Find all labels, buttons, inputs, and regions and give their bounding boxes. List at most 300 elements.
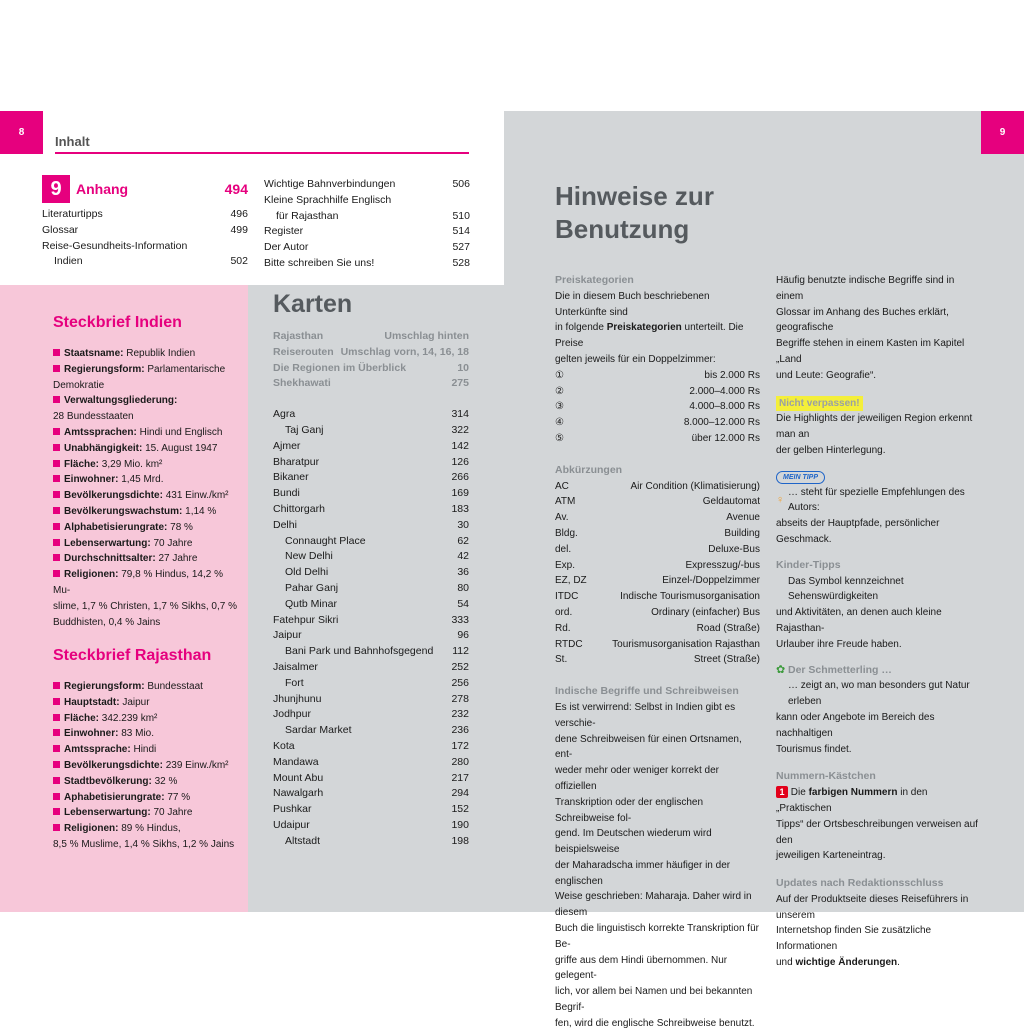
toc-entry-label: Der Autor — [264, 241, 309, 254]
fact-value: 1,14 % — [182, 505, 217, 517]
fact-label: Bevölkerungsdichte: — [64, 759, 163, 771]
map-entry-row[interactable] — [273, 676, 469, 692]
abbr-value: Geldautomat — [702, 496, 760, 508]
paragraph-line: Begriffe stehen in einem Kasten im Kapitel „Land — [776, 338, 965, 365]
paragraph-line: Tipps“ der Ortsbeschreibungen verweisen auf den — [776, 818, 978, 846]
fact-value: Parlamentarische — [144, 363, 226, 375]
toc-entry-row[interactable] — [42, 207, 248, 223]
map-entry-row[interactable] — [273, 613, 469, 629]
map-entry-page: 278 — [451, 692, 469, 705]
price-row — [555, 368, 760, 384]
bullet-square — [53, 428, 60, 435]
map-entry-row[interactable] — [273, 486, 469, 502]
map-entry-row[interactable] — [273, 565, 469, 581]
bullet-square — [53, 554, 60, 561]
abbr-row — [555, 621, 760, 637]
map-entry-row[interactable] — [273, 802, 469, 818]
bullet-square — [53, 714, 60, 721]
map-entry-label: Jaisalmer — [273, 660, 318, 673]
abbr-value: Street (Straße) — [693, 654, 760, 666]
price-row — [555, 384, 760, 400]
toc-entry-page: 510 — [452, 209, 470, 222]
map-entry-page: 169 — [451, 487, 469, 500]
fact-value: slime, 1,7 % Christen, 1,7 % Sikhs, 0,7 % — [53, 600, 237, 612]
fact-row — [53, 472, 239, 488]
abbr-key: Av. — [555, 512, 569, 524]
map-entry-page: 80 — [457, 581, 469, 594]
map-entry-page: 252 — [451, 660, 469, 673]
steckbrief-rajasthan — [53, 647, 239, 853]
paragraph-line: gend. Im Deutschen wiederum wird beispielsweise — [555, 828, 712, 856]
map-entry-row[interactable] — [273, 597, 469, 613]
page-header-title: Inhalt — [55, 134, 90, 149]
nicht-verpassen-label: Nicht verpassen! — [776, 396, 863, 412]
fact-row — [53, 711, 239, 727]
price-symbol: ③ — [555, 401, 564, 413]
map-entry-page: 172 — [451, 739, 469, 752]
fact-value: 83 Mio. — [118, 728, 155, 740]
fact-value: 3,29 Mio. km² — [99, 458, 163, 470]
header-rule — [55, 152, 469, 154]
toc-entry-row[interactable] — [264, 193, 470, 209]
abbr-key: RTDC — [555, 638, 583, 650]
map-entry-label: Pahar Ganj — [285, 581, 339, 594]
fact-row — [53, 393, 239, 409]
bullet-square — [53, 444, 60, 451]
bullet-square — [53, 396, 60, 403]
fact-value: 70 Jahre — [150, 807, 193, 819]
updates-last-b: wichtige Änderungen — [795, 957, 898, 969]
abbr-key: del. — [555, 543, 572, 555]
paragraph-line: Häufig benutzte indische Begriffe sind in einem — [776, 275, 955, 302]
bullet-square — [53, 698, 60, 705]
fact-label: Durchschnittsalter: — [64, 553, 156, 565]
map-entry-row[interactable] — [273, 628, 469, 644]
map-entry-label: Taj Ganj — [285, 423, 324, 436]
preis-heading: Preiskategorien — [555, 274, 634, 286]
map-entry-row[interactable] — [273, 470, 469, 486]
map-overview-page: Umschlag hinten — [384, 330, 469, 342]
toc-col1 — [42, 175, 248, 270]
bullet-square — [53, 491, 60, 498]
bullet-square — [53, 460, 60, 467]
fact-label: Lebenserwartung: — [64, 807, 151, 819]
map-entry-label: Connaught Place — [285, 534, 366, 547]
fact-value: 431 Einw./km² — [162, 490, 229, 502]
abbr-value: Expresszug/-bus — [685, 559, 760, 571]
map-entry-label: Qutb Minar — [285, 597, 337, 610]
fact-value: 28 Bundesstaaten — [53, 411, 134, 423]
map-entry-row[interactable] — [273, 755, 469, 771]
bullet-square — [53, 539, 60, 546]
map-entry-page: 183 — [451, 502, 469, 515]
paragraph-line: dene Schreibweisen für einen Ortsnamen, ent- — [555, 733, 742, 761]
paragraph-line: Internetshop finden Sie zusätzliche Informationen — [776, 925, 932, 953]
bullet-square — [53, 761, 60, 768]
price-range: über 12.000 Rs — [691, 432, 760, 444]
fact-value: 1,45 Mrd. — [118, 474, 164, 486]
paragraph-line: Die Highlights der jeweiligen Region erkennt man an — [776, 413, 973, 441]
paragraph-line: der Maharadscha immer häufiger in der englischen — [555, 859, 731, 887]
fact-label: Amtssprache: — [64, 744, 131, 756]
map-overview-label: Rajasthan — [273, 330, 324, 342]
preis-intro-2a: in folgende — [555, 322, 607, 334]
fact-row — [53, 409, 239, 425]
map-overview-row[interactable] — [273, 376, 469, 392]
fact-value: 70 Jahre — [150, 537, 193, 549]
karten-section — [273, 290, 469, 850]
map-entry-row[interactable] — [273, 455, 469, 471]
abbr-row — [555, 637, 760, 653]
map-entry-label: Mount Abu — [273, 771, 324, 784]
toc-entry-label: Kleine Sprachhilfe Englisch — [264, 193, 392, 206]
map-entry-page: 322 — [451, 423, 469, 436]
abk-heading: Abkürzungen — [555, 463, 623, 476]
map-entry-row[interactable] — [273, 771, 469, 787]
paragraph-line: … steht für spezielle Empfehlungen des Autors: — [788, 486, 965, 514]
fact-label: Unabhängigkeit: — [64, 442, 143, 454]
abbr-value: Air Condition (Klimatisierung) — [630, 480, 760, 492]
map-overview-label: Shekhawati — [273, 377, 331, 390]
map-entry-label: Bundi — [273, 487, 300, 500]
map-entry-row[interactable] — [273, 739, 469, 755]
fact-value: 78 % — [167, 521, 193, 533]
abbr-value: Building — [724, 527, 760, 539]
map-overview-row[interactable] — [273, 345, 469, 361]
map-entry-row[interactable] — [273, 723, 469, 739]
abbr-value: Tourismusorganisation Rajasthan — [612, 638, 760, 650]
map-entry-page: 294 — [451, 787, 469, 800]
fact-row — [53, 536, 239, 552]
updates-last-a: und — [776, 957, 796, 969]
fact-row — [53, 551, 239, 567]
abbr-row — [555, 589, 760, 605]
nummern-1b: farbigen Nummern — [808, 787, 898, 799]
fact-value: Jaipur — [119, 696, 150, 708]
map-entry-row[interactable] — [273, 534, 469, 550]
map-entry-label: Mandawa — [273, 755, 319, 768]
toc-entry-row[interactable] — [42, 254, 248, 270]
map-entry-label: Chittorgarh — [273, 502, 325, 515]
toc-entry-page: 528 — [452, 256, 470, 269]
fact-label: Fläche: — [64, 458, 100, 470]
schmetterling-heading: Der Schmetterling … — [788, 663, 892, 676]
map-entry-page: 217 — [451, 771, 469, 784]
fact-value: 79,8 % Hindus, 14,2 % Mu- — [53, 569, 223, 596]
map-entry-label: Old Delhi — [285, 566, 329, 579]
map-entry-label: Pushkar — [273, 803, 312, 816]
page-number-left: 8 — [0, 111, 43, 154]
fact-value: 27 Jahre — [155, 553, 198, 565]
paragraph-line: weder mehr oder weniger korrekt der offiziellen — [555, 765, 719, 792]
toc-entry-page: 527 — [452, 241, 470, 254]
paragraph-line: … zeigt an, wo man besonders gut Natur erleben — [788, 680, 970, 708]
fact-value: 342.239 km² — [99, 712, 158, 724]
map-entry-row[interactable] — [273, 644, 469, 660]
fact-label: Amtssprachen: — [64, 426, 137, 438]
map-entry-label: Sardar Market — [285, 724, 352, 737]
fact-label: Bevölkerungsdichte: — [64, 490, 163, 502]
nummern-1a: Die — [788, 787, 809, 799]
map-entry-page: 190 — [451, 818, 469, 831]
fact-label: Verwaltungsgliederung: — [64, 395, 178, 407]
abbr-value: Indische Tourismusorganisation — [620, 591, 760, 603]
bullet-square — [53, 475, 60, 482]
fact-row — [53, 774, 239, 790]
fact-label: Stadtbevölkerung: — [64, 775, 152, 787]
bullet-square — [53, 808, 60, 815]
toc-entry-row[interactable] — [42, 239, 248, 255]
map-overview-page: Umschlag vorn, 14, 16, 18 — [340, 345, 469, 358]
abbr-value: Einzel-/Doppelzimmer — [662, 575, 760, 587]
map-entry-row[interactable] — [273, 439, 469, 455]
abbr-row — [555, 494, 760, 510]
fact-row — [53, 615, 239, 631]
fact-row — [53, 821, 239, 837]
map-entry-row[interactable] — [273, 707, 469, 723]
map-entry-row[interactable] — [273, 518, 469, 534]
bullet-square — [53, 349, 60, 356]
fact-label: Bevölkerungswachstum: — [64, 505, 183, 517]
map-entry-label: Delhi — [273, 518, 297, 531]
fact-row — [53, 504, 239, 520]
abbr-row — [555, 573, 760, 589]
fact-row — [53, 488, 239, 504]
abbr-row — [555, 510, 760, 526]
fact-value: Buddhisten, 0,4 % Jains — [53, 616, 161, 628]
fact-label: Regierungsform: — [64, 681, 145, 692]
bullet-square — [53, 682, 60, 689]
map-entry-page: 96 — [457, 629, 469, 642]
abbr-key: ITDC — [555, 591, 579, 603]
bullet-square — [53, 777, 60, 784]
map-entry-label: Fatehpur Sikri — [273, 613, 339, 626]
map-entry-label: New Delhi — [285, 550, 333, 563]
paragraph-line: Es ist verwirrend: Selbst in Indien gibt es verschie- — [555, 701, 736, 729]
map-entry-page: 42 — [457, 550, 469, 563]
paragraph-line: griffe aus dem Hindi übernommen. Nur gelegent- — [555, 954, 728, 982]
abbr-value: Road (Straße) — [696, 622, 760, 634]
preis-intro-1: Die in diesem Buch beschriebenen Unterkünfte sind — [555, 290, 710, 318]
fact-label: Staatsname: — [64, 348, 124, 359]
map-entry-label: Agra — [273, 408, 296, 421]
map-entry-page: 30 — [457, 518, 469, 531]
nummern-heading: Nummern-Kästchen — [776, 770, 876, 783]
preis-intro-3: gelten jeweils für ein Doppelzimmer: — [555, 353, 716, 365]
begriffe-heading: Indische Begriffe und Schreibweisen — [555, 685, 739, 698]
abbr-key: Rd. — [555, 622, 571, 634]
fact-value: 89 % Hindus, — [118, 823, 181, 835]
map-entry-page: 54 — [457, 597, 469, 610]
toc-entry-row[interactable] — [264, 224, 470, 240]
right-col1 — [555, 273, 760, 1032]
fact-label: Regierungsform: — [64, 363, 145, 375]
fact-value: 8,5 % Muslime, 1,4 % Sikhs, 1,2 % Jains — [53, 838, 235, 850]
toc-entry-page: 499 — [230, 223, 248, 236]
toc-entry-label: für Rajasthan — [276, 209, 339, 222]
map-entry-row[interactable] — [273, 502, 469, 518]
fact-row — [53, 837, 239, 853]
toc-entry-page: 514 — [452, 225, 470, 238]
steckbrief-indien-title: Steckbrief Indien — [53, 314, 182, 331]
map-entry-row[interactable] — [273, 818, 469, 834]
abbr-key: ATM — [555, 496, 576, 508]
toc-entry-label: Wichtige Bahnverbindungen — [264, 178, 396, 190]
bullet-square — [53, 793, 60, 800]
fact-row — [53, 520, 239, 536]
mein-tipp-badge: MEIN TIPP — [776, 471, 825, 484]
abbr-value: Deluxe-Bus — [708, 543, 760, 555]
fact-value: Bundesstaat — [144, 681, 203, 692]
toc-entry-row[interactable] — [264, 256, 470, 272]
fact-row — [53, 346, 239, 362]
price-symbol: ① — [555, 369, 564, 381]
map-overview-page: 10 — [457, 361, 469, 374]
fact-row — [53, 425, 239, 441]
map-entry-page: 256 — [451, 676, 469, 689]
fact-label: Aphabetisierungrate: — [64, 791, 165, 803]
toc-entry-label: Indien — [54, 255, 83, 268]
map-entry-page: 62 — [457, 534, 469, 547]
paragraph-line: Das Symbol kennzeichnet Sehenswürdigkeiten — [788, 575, 904, 603]
paragraph-line: Auf der Produktseite dieses Reiseführers in unserem — [776, 893, 969, 921]
toc-entry-label: Register — [264, 225, 304, 238]
bullet-square — [53, 365, 60, 372]
kinder-heading: Kinder-Tipps — [776, 558, 841, 571]
paragraph-line: abseits der Hauptpfade, persönlicher Geschmack. — [776, 518, 940, 545]
abbr-row — [555, 558, 760, 574]
price-range: 4.000–8.000 Rs — [689, 401, 760, 413]
map-entry-page: 142 — [451, 439, 469, 452]
map-entry-row[interactable] — [273, 407, 469, 423]
map-entry-label: Jodhpur — [273, 708, 311, 721]
map-entry-row[interactable] — [273, 660, 469, 676]
fact-row — [53, 457, 239, 473]
map-entry-row[interactable] — [273, 834, 469, 850]
butterfly-icon: ✿ — [776, 663, 786, 676]
map-entry-row[interactable] — [273, 786, 469, 802]
paragraph-line: Glossar im Anhang des Buches erklärt, geografische — [776, 306, 949, 334]
fact-row — [53, 790, 239, 806]
toc-entry-label: Literaturtipps — [42, 208, 103, 220]
preis-intro-2c: unterteilt. Die Preise — [555, 322, 744, 350]
toc-entry-page: 506 — [452, 178, 470, 190]
abbr-row — [555, 479, 760, 495]
map-overview-label: Die Regionen im Überblick — [273, 361, 407, 374]
abbr-row — [555, 526, 760, 542]
fact-label: Religionen: — [64, 569, 119, 581]
map-entry-label: Altstadt — [285, 834, 321, 847]
price-symbol: ② — [555, 385, 564, 397]
chapter-heading[interactable] — [42, 175, 248, 203]
abbr-key: AC — [555, 480, 569, 492]
map-entry-label: Bharatpur — [273, 455, 320, 468]
map-entry-label: Bani Park und Bahnhofsgegend — [285, 645, 434, 658]
bullet-square — [53, 729, 60, 736]
updates-last-line — [776, 955, 982, 971]
bullet-square — [53, 824, 60, 831]
fact-row — [53, 679, 239, 695]
toc-entry-row[interactable] — [264, 209, 470, 225]
fact-row — [53, 362, 239, 378]
fact-row — [53, 567, 239, 599]
fact-value: Republik Indien — [123, 348, 196, 359]
toc-entry-label: Bitte schreiben Sie uns! — [264, 256, 375, 269]
paragraph-line: und Aktivitäten, an denen auch kleine Rajasthan- — [776, 607, 942, 634]
paragraph-line: Tourismus findet. — [776, 743, 852, 755]
price-row — [555, 399, 760, 415]
fact-row — [53, 599, 239, 615]
nummern-1c: in den „Praktischen — [776, 787, 928, 814]
map-overview-row[interactable] — [273, 329, 469, 345]
fact-row — [53, 726, 239, 742]
map-overview-row[interactable] — [273, 361, 469, 377]
paragraph-line: fen, wird die englische Schreibweise benutzt. — [555, 1017, 755, 1029]
map-entry-label: Udaipur — [273, 818, 310, 831]
toc-entry-label: Reise-Gesundheits-Information — [42, 239, 188, 252]
karten-title: Karten — [273, 290, 353, 318]
chapter-title: Anhang — [76, 181, 129, 197]
price-symbol: ⑤ — [555, 432, 564, 444]
fact-value: Demokratie — [53, 379, 105, 391]
fact-row — [53, 695, 239, 711]
paragraph-line: Weise geschrieben: Maharaja. Daher wird in diesem — [555, 891, 752, 919]
toc-entry-row[interactable] — [264, 240, 470, 256]
price-range: 2.000–4.000 Rs — [689, 385, 760, 397]
abbr-key: EZ, DZ — [555, 575, 587, 587]
abbr-row — [555, 652, 760, 668]
abbr-key: Exp. — [555, 559, 576, 571]
abbr-value: Avenue — [726, 512, 760, 524]
right-col2 — [776, 273, 982, 971]
abbr-row — [555, 542, 760, 558]
map-entry-page: 314 — [451, 408, 469, 421]
fact-row — [53, 805, 239, 821]
price-row — [555, 431, 760, 447]
map-entry-page: 280 — [451, 755, 469, 768]
map-entry-page: 112 — [452, 645, 469, 658]
fact-label: Einwohner: — [64, 728, 119, 740]
abbr-key: Bldg. — [555, 527, 578, 539]
number-box-icon: 1 — [776, 786, 788, 798]
map-entry-label: Nawalgarh — [273, 787, 324, 800]
map-entry-row[interactable] — [273, 581, 469, 597]
map-entry-page: 232 — [451, 708, 469, 721]
map-entry-page: 236 — [451, 724, 469, 737]
bullet-square — [53, 745, 60, 752]
bullet-square — [53, 570, 60, 577]
map-entry-row[interactable] — [273, 692, 469, 708]
updates-heading: Updates nach Redaktionsschluss — [776, 877, 944, 890]
toc-entry-label: Glossar — [42, 223, 79, 236]
fact-label: Einwohner: — [64, 474, 119, 486]
map-entry-row[interactable] — [273, 549, 469, 565]
paragraph-line: kann oder Angebote im Bereich des nachhaltigen — [776, 711, 935, 739]
fact-value: 15. August 1947 — [142, 442, 218, 454]
paragraph-line: lich, vor allem bei Namen und bei bekannten Begrif- — [555, 986, 753, 1014]
toc-entry-row[interactable] — [42, 223, 248, 239]
map-entry-row[interactable] — [273, 423, 469, 439]
toc-entry-row[interactable] — [264, 177, 470, 193]
map-overview-label: Reiserouten — [273, 345, 334, 358]
updates-last-c: . — [897, 957, 900, 969]
map-entry-label: Ajmer — [273, 439, 301, 452]
bullet-square — [53, 507, 60, 514]
nummern-line1 — [776, 785, 982, 817]
fact-value: 77 % — [164, 791, 191, 803]
abbr-key: St. — [555, 654, 568, 666]
page-title — [555, 180, 714, 246]
